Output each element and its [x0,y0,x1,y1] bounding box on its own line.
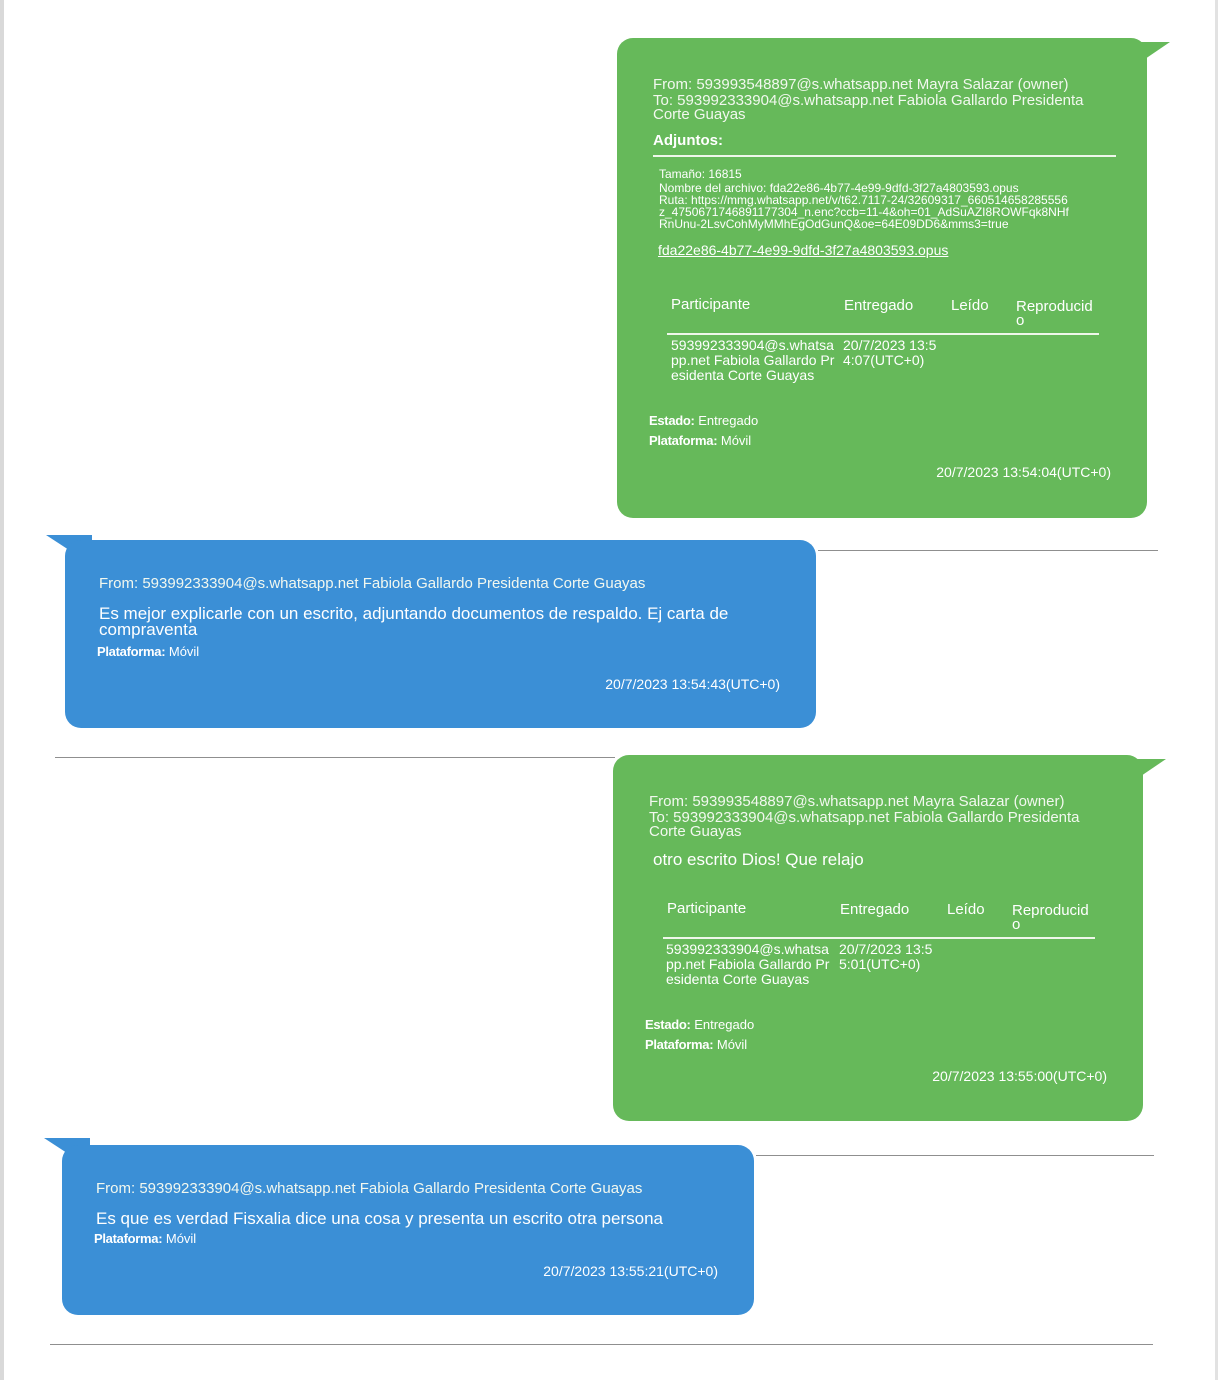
page-edge [0,0,4,1380]
message-bubble-incoming[interactable] [65,540,816,728]
col-header-delivered: Entregado [840,901,910,918]
message-timestamp: 20/7/2023 13:54:04(UTC+0) [936,464,1111,480]
participant-cell: 593992333904@s.whatsapp.net Fabiola Gallardo Presidenta Corte Guayas [671,337,835,383]
platform-value: Móvil [168,644,200,659]
message-to: To: 593992333904@s.whatsapp.net Fabiola Gallardo Presidenta Corte Guayas [649,809,1080,840]
attachment-size: Tamaño: 16815 [659,167,742,181]
table-divider [663,937,1095,939]
attachments-title: Adjuntos: [653,132,723,149]
platform-label: Plataforma: [97,644,166,659]
col-header-participant: Participante [671,296,751,313]
delivered-cell: 20/7/2023 13:55:01(UTC+0) [839,941,933,972]
message-separator [50,1344,1153,1345]
col-header-participant: Participante [667,900,747,917]
status-label: Estado: [649,413,695,428]
col-header-played: Reproducido [1012,902,1089,933]
message-timestamp: 20/7/2023 13:55:00(UTC+0) [932,1068,1107,1084]
attachment-link[interactable]: fda22e86-4b77-4e99-9dfd-3f27a4803593.opus [658,242,949,258]
col-header-read: Leído [951,297,989,314]
table-divider [667,333,1099,335]
message-bubble-outgoing[interactable] [617,38,1147,518]
platform-label: Plataforma: [649,433,718,448]
participant-cell: 593992333904@s.whatsapp.net Fabiola Gallardo Presidenta Corte Guayas [666,941,830,987]
status-value: Entregado [694,1017,755,1032]
message-body: otro escrito Dios! Que relajo [653,850,864,869]
platform-line [645,1037,747,1052]
attachments-divider [653,155,1116,157]
message-from: From: 593992333904@s.whatsapp.net Fabiola Gallardo Presidenta Corte Guayas [96,1180,643,1197]
message-from: From: 593993548897@s.whatsapp.net Mayra Salazar (owner) [649,793,1065,810]
message-separator [55,757,615,758]
message-from: From: 593993548897@s.whatsapp.net Mayra Salazar (owner) [653,76,1069,93]
status-line [649,413,758,428]
platform-label: Plataforma: [94,1231,163,1246]
message-bubble-incoming[interactable] [62,1145,754,1315]
status-line [645,1017,754,1032]
message-to: To: 593992333904@s.whatsapp.net Fabiola Gallardo Presidenta Corte Guayas [653,92,1084,123]
platform-line [94,1231,196,1246]
platform-line [97,644,199,659]
message-timestamp: 20/7/2023 13:55:21(UTC+0) [543,1263,718,1279]
status-label: Estado: [645,1017,691,1032]
col-header-delivered: Entregado [844,297,914,314]
platform-label: Plataforma: [645,1037,714,1052]
message-bubble-outgoing[interactable] [613,755,1143,1121]
col-header-read: Leído [947,901,985,918]
platform-value: Móvil [720,433,752,448]
message-separator [756,1155,1154,1156]
message-body: Es mejor explicarle con un escrito, adjuntando documentos de respaldo. Ej carta de compraventa [99,604,729,639]
platform-value: Móvil [716,1037,748,1052]
platform-value: Móvil [165,1231,197,1246]
message-from: From: 593992333904@s.whatsapp.net Fabiola Gallardo Presidenta Corte Guayas [99,575,646,592]
platform-line [649,433,751,448]
col-header-played: Reproducido [1016,298,1093,329]
message-timestamp: 20/7/2023 13:54:43(UTC+0) [605,676,780,692]
attachment-name: Nombre del archivo: fda22e86-4b77-4e99-9dfd-3f27a4803593.opus [659,181,1019,195]
delivered-cell: 20/7/2023 13:54:07(UTC+0) [843,337,937,368]
message-separator [818,550,1158,551]
message-body: Es que es verdad Fisxalia dice una cosa y presenta un escrito otra persona [96,1209,663,1228]
status-value: Entregado [698,413,759,428]
attachment-path: Ruta: https://mmg.whatsapp.net/v/t62.7117-24/32609317_660514658285556z_4750671746891177304_n.enc?ccb=11-4&oh=01_AdSuAZI8ROWFqk8NHfRnUnu-2LsvCohMyMMhEgOdGunQ&oe=64E09DD6&mms3=true [659,193,1069,231]
